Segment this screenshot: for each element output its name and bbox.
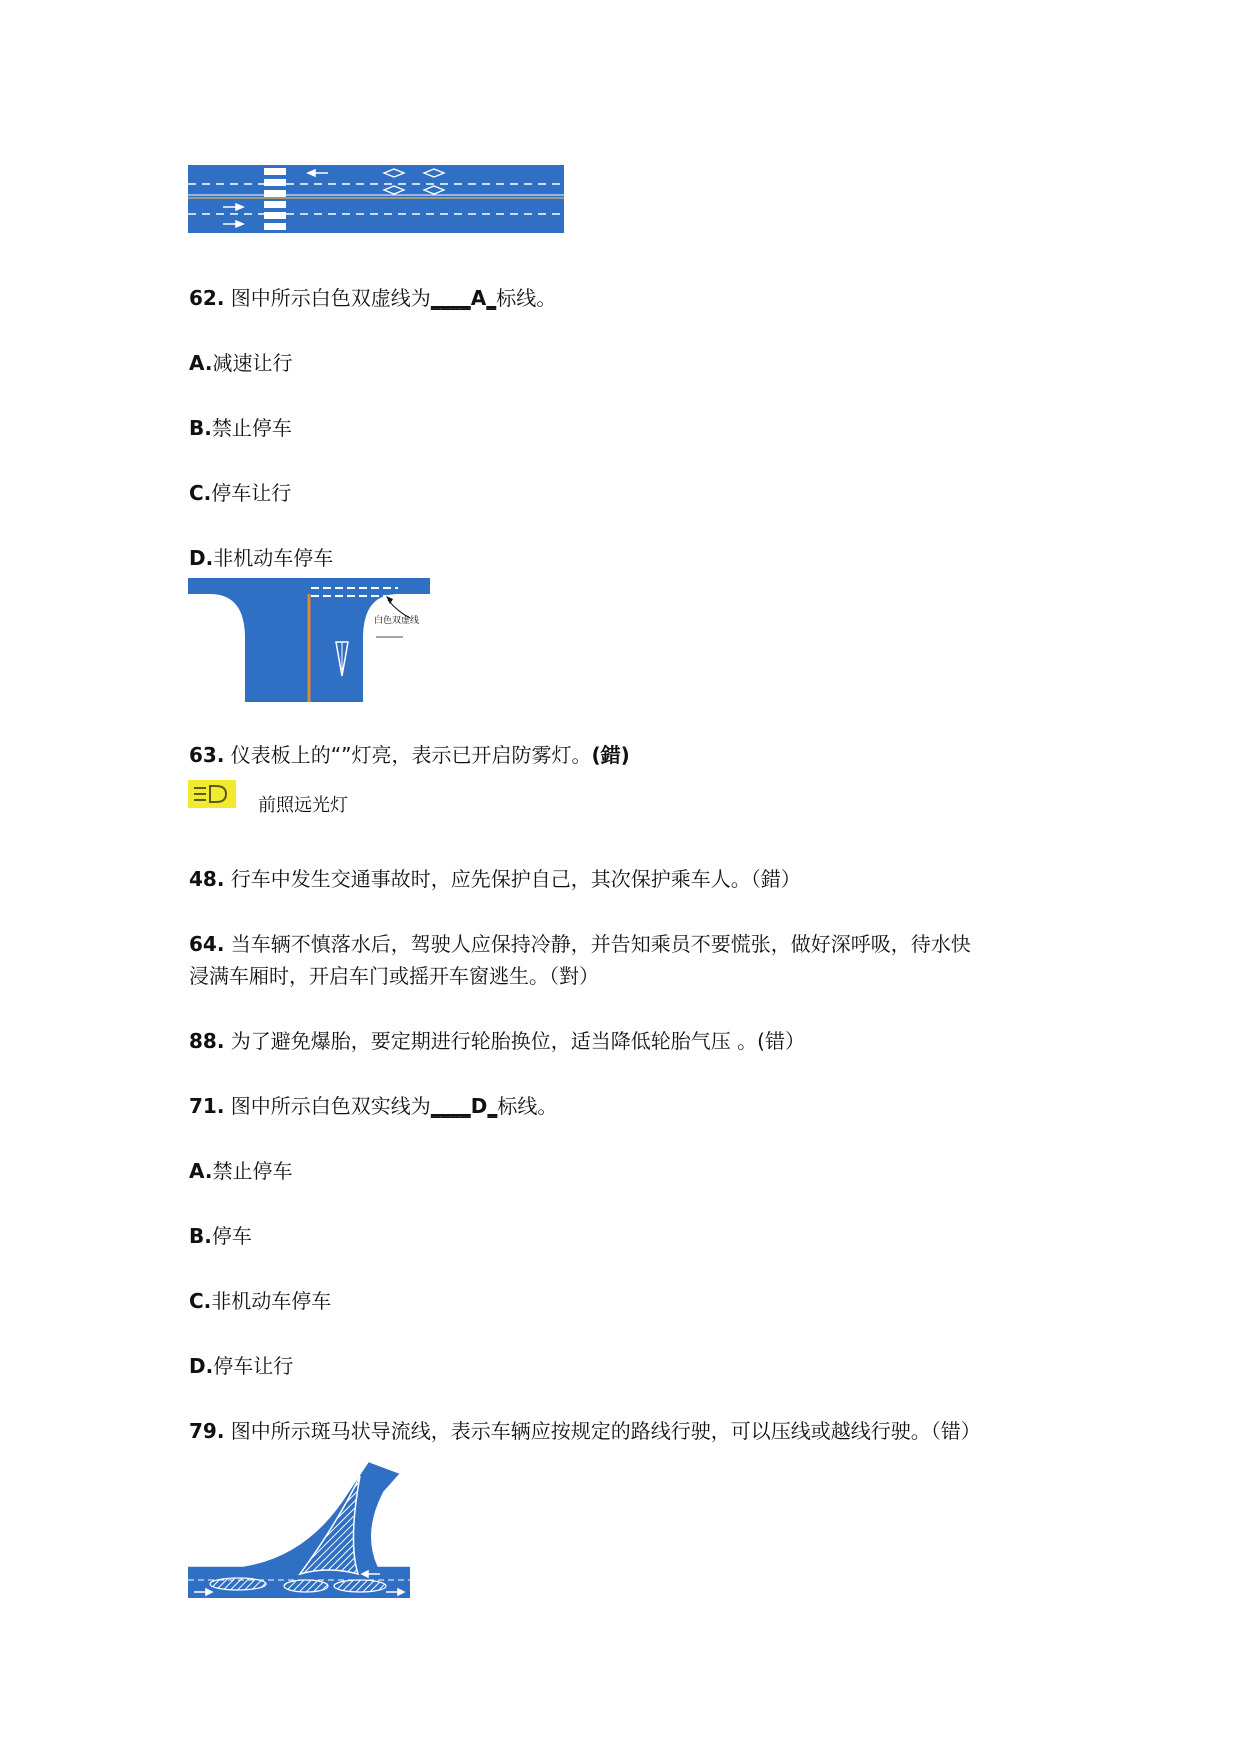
question-text-end: 标线。	[496, 286, 557, 310]
question-79	[189, 1417, 981, 1445]
question-64-cont	[189, 962, 599, 990]
channelization-zebra-figure	[188, 1462, 410, 1602]
question-62	[189, 284, 556, 312]
question-88	[189, 1027, 805, 1055]
option-letter: D.	[189, 546, 214, 570]
question-number: 71.	[189, 1094, 225, 1118]
option-item	[189, 349, 292, 377]
option-item	[189, 414, 292, 442]
option-text: 停车	[211, 1224, 252, 1248]
option-text: 禁止停车	[212, 1159, 293, 1183]
option-item	[189, 544, 333, 572]
option-letter: A.	[189, 1159, 213, 1183]
question-63	[189, 741, 630, 769]
high-beam-icon	[188, 780, 238, 810]
question-48	[189, 865, 801, 893]
question-text: 为了避免爆胎，要定期进行轮胎换位，适当降低轮胎气压 。(错）	[230, 1029, 805, 1053]
question-text-end: 标线。	[497, 1094, 558, 1118]
question-text-line2: 浸满车厢时，开启车门或摇开车窗逃生。（對）	[189, 964, 599, 988]
answer-blank-prefix: ____	[430, 1094, 471, 1118]
question-number: 79.	[189, 1419, 225, 1443]
high-beam-caption: 前照远光灯	[258, 795, 348, 816]
option-text: 禁止停车	[211, 416, 292, 440]
question-number: 48.	[189, 867, 225, 891]
question-71	[189, 1092, 557, 1120]
road-marking-crosswalk-figure	[188, 165, 564, 233]
option-item	[189, 1352, 293, 1380]
question-text: 图中所示白色双虚线为	[230, 286, 431, 310]
option-item	[189, 1222, 252, 1250]
answer: A	[470, 286, 487, 310]
double-dashed-label: 白色双虚线	[374, 616, 420, 626]
answer: (錯)	[591, 743, 630, 767]
question-text: 行车中发生交通事故时，应先保护自己，其次保护乘车人。（錯）	[230, 867, 801, 891]
option-letter: C.	[189, 1289, 212, 1313]
answer-blank-suffix: _	[487, 1094, 498, 1118]
question-text: 图中所示白色双实线为	[230, 1094, 431, 1118]
option-letter: B.	[189, 416, 212, 440]
option-item	[189, 1157, 292, 1185]
question-number: 62.	[189, 286, 225, 310]
option-letter: A.	[189, 351, 213, 375]
option-text: 停车让行	[211, 481, 292, 505]
question-text: 仪表板上的“”灯亮，表示已开启防雾灯。	[230, 743, 592, 767]
answer: D	[470, 1094, 488, 1118]
option-item	[189, 1287, 331, 1315]
road-marking-double-dashed-figure	[188, 578, 430, 702]
option-item	[189, 479, 291, 507]
option-letter: B.	[189, 1224, 212, 1248]
option-text: 停车让行	[213, 1354, 294, 1378]
option-text: 非机动车停车	[213, 546, 334, 570]
option-letter: C.	[189, 481, 212, 505]
question-number: 88.	[189, 1029, 225, 1053]
question-text-line1: 当车辆不慎落水后，驾驶人应保持冷静，并告知乘员不要慌张，做好深呼吸，待水快	[230, 932, 971, 956]
option-letter: D.	[189, 1354, 214, 1378]
option-text: 减速让行	[212, 351, 293, 375]
question-64	[189, 930, 971, 958]
option-text: 非机动车停车	[211, 1289, 332, 1313]
answer-blank-prefix: ____	[430, 286, 471, 310]
question-number: 64.	[189, 932, 225, 956]
answer-blank-suffix: _	[486, 286, 497, 310]
question-text: 图中所示斑马状导流线，表示车辆应按规定的路线行驶，可以压线或越线行驶。（错）	[230, 1419, 981, 1443]
question-number: 63.	[189, 743, 225, 767]
